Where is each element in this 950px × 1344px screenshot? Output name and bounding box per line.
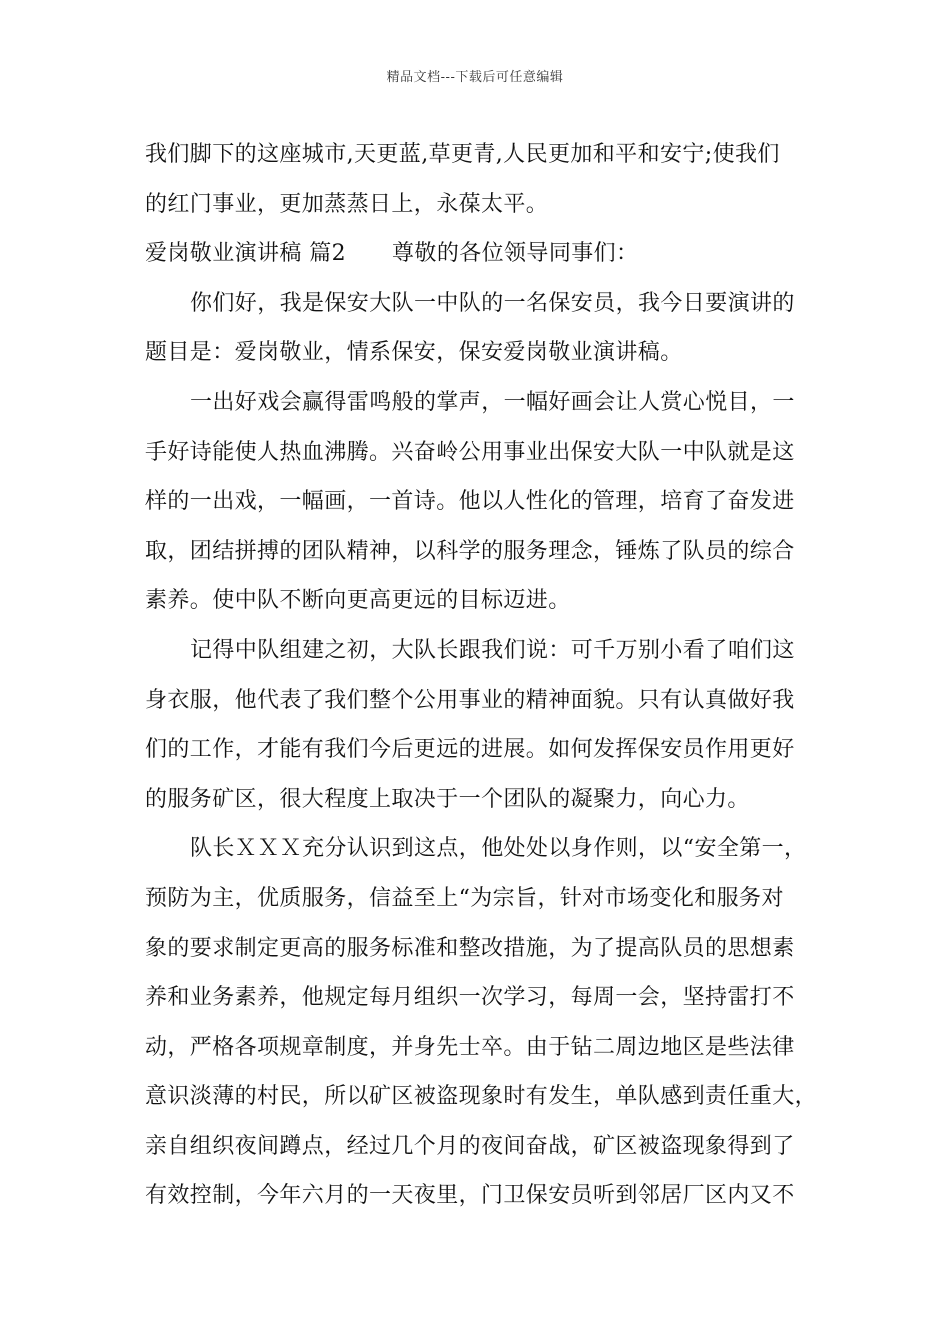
text-line: 我们脚下的这座城市,天更蓝,草更青,人民更加和平和安宁;使我们	[145, 142, 780, 167]
text-line: 亲自组织夜间蹲点，经过几个月的夜间奋战，矿区被盗现象得到了	[145, 1133, 795, 1159]
heading-title: 爱岗敬业演讲稿	[145, 241, 302, 267]
text-line: 的红门事业，更加蒸蒸日上，永葆太平。	[145, 191, 549, 217]
text-line: 手好诗能使人热血沸腾。兴奋岭公用事业出保安大队一中队就是这	[145, 439, 795, 465]
text-line: 意识淡薄的村民，所以矿区被盗现象时有发生，单队感到责任重大，	[145, 1084, 818, 1110]
heading-salutation: 尊敬的各位领导同事们：	[392, 241, 639, 267]
text-line: 身衣服，他代表了我们整个公用事业的精神面貌。只有认真做好我	[145, 687, 795, 713]
text-line: 有效控制，今年六月的一天夜里，门卫保安员听到邻居厂区内又不	[145, 1183, 795, 1209]
section-heading	[145, 229, 810, 279]
text-line: 素养。使中队不断向更高更远的目标迈进。	[145, 588, 571, 614]
text-line: 一出好戏会赢得雷鸣般的掌声，一幅好画会让人赏心悦目，一	[190, 389, 795, 415]
text-line: 养和业务素养，他规定每月组织一次学习，每周一会，坚持雷打不	[145, 985, 795, 1011]
text-line: 题目是：爱岗敬业，情系保安，保安爱岗敬业演讲稿。	[145, 340, 683, 366]
text-line: 的服务矿区，很大程度上取决于一个团队的凝聚力，向心力。	[145, 786, 750, 812]
text-line: 样的一出戏，一幅画，一首诗。他以人性化的管理，培育了奋发进	[145, 489, 795, 515]
text-line: 队长ＸＸＸ充分认识到这点，他处处以身作则，以“安全第一，	[190, 836, 807, 862]
text-line: 动，严格各项规章制度，并身先士卒。由于钻二周边地区是些法律	[145, 1034, 795, 1060]
text-line: 记得中队组建之初，大队长跟我们说：可千万别小看了咱们这	[190, 637, 795, 663]
text-line: 们的工作，才能有我们今后更远的进展。如何发挥保安员作用更好	[145, 737, 795, 763]
text-line: 取，团结拼搏的团队精神，以科学的服务理念，锤炼了队员的综合	[145, 538, 795, 564]
page-header: 精品文档---下载后可任意编辑	[386, 70, 564, 85]
text-line: 预防为主，优质服务，信益至上“为宗旨，针对市场变化和服务对	[145, 885, 784, 911]
document-body	[145, 130, 818, 1221]
text-line: 象的要求制定更高的服务标准和整改措施，为了提高队员的思想素	[145, 935, 795, 961]
text-line: 你们好，我是保安大队一中队的一名保安员，我今日要演讲的	[190, 290, 795, 316]
heading-number: 篇2	[309, 241, 347, 267]
